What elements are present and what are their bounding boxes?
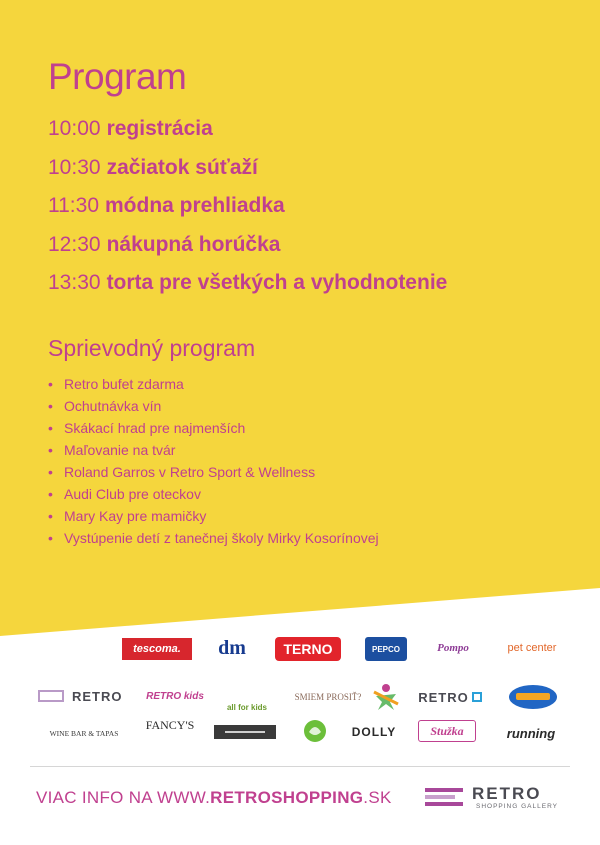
- pompo-logo: Pompo: [437, 642, 469, 654]
- allforkids-logo: all for kids: [226, 703, 267, 712]
- kids-academy-icon: [508, 684, 558, 710]
- footer-info-suffix: .SK: [363, 788, 392, 807]
- bullet: •: [48, 442, 53, 458]
- retro-sport-icon: [38, 690, 64, 702]
- retro-small-logo: [418, 687, 482, 707]
- retro-kids-logo: RETRO kids: [146, 690, 204, 702]
- list-item: [48, 440, 379, 462]
- fancys-logo: FANCY'S: [145, 718, 195, 732]
- list-item-text: Mary Kay pre mamičky: [64, 508, 207, 524]
- list-item: [48, 506, 379, 528]
- schedule-event: registrácia: [106, 117, 213, 140]
- boutique-logo: [214, 725, 276, 739]
- list-item-text: Audi Club pre oteckov: [64, 486, 201, 502]
- list-item: [48, 462, 379, 484]
- list-item: [48, 484, 379, 506]
- list-item-text: Ochutnávka vín: [64, 398, 162, 414]
- schedule-item: [48, 191, 447, 230]
- schedule-time: 10:00: [48, 117, 101, 140]
- green-leaf-logo: [300, 718, 330, 748]
- footer-divider: [30, 766, 570, 767]
- list-item-text: Retro bufet zdarma: [64, 376, 184, 392]
- schedule-list: [48, 114, 447, 307]
- schedule-time: 12:30: [48, 232, 101, 256]
- retro-brand-subtitle: SHOPPING GALLERY: [476, 803, 558, 810]
- schedule-time: 11:30: [48, 194, 99, 217]
- retro-sport-text: RETRO: [72, 688, 123, 704]
- page-title: Program: [48, 56, 187, 97]
- schedule-event: začiatok súťaží: [106, 155, 258, 179]
- footer-info-prefix: VIAC INFO NA WWW.: [36, 788, 211, 807]
- section-subtitle: Sprievodný program: [48, 335, 256, 361]
- dm-logo: dm: [218, 636, 246, 659]
- bullet: •: [48, 508, 53, 524]
- retro-brand-name: RETRO: [472, 784, 542, 803]
- schedule-event: torta pre všetkých a vyhodnotenie: [106, 271, 448, 294]
- list-item-text: Roland Garros v Retro Sport & Wellness: [64, 464, 316, 480]
- petcenter-logo: pet center: [507, 642, 557, 654]
- bullet: •: [48, 376, 53, 392]
- tescoma-logo: tescoma.: [122, 638, 192, 660]
- bullet: •: [48, 530, 53, 546]
- schedule-event: módna prehliadka: [105, 194, 285, 217]
- schedule-time: 10:30: [48, 155, 101, 179]
- retro-small-text: RETRO: [418, 689, 469, 705]
- list-item: [48, 396, 379, 418]
- footer-info-link[interactable]: RETROSHOPPING: [210, 788, 364, 807]
- footer-info: [36, 788, 392, 808]
- schedule-item: [48, 268, 447, 307]
- winebar-logo: WINE BAR & TAPAS: [49, 728, 119, 738]
- bullet: •: [48, 464, 53, 480]
- list-item-text: Skákací hrad pre najmenších: [64, 420, 246, 436]
- retro-brand-icon: [425, 786, 465, 808]
- stuzka-logo: Stužka: [418, 720, 476, 742]
- running-logo: running: [506, 725, 556, 741]
- list-item: [48, 528, 379, 550]
- pepco-logo: PEPCO: [365, 637, 407, 661]
- list-item: [48, 418, 379, 440]
- bullet: •: [48, 486, 53, 502]
- figures-logo: [372, 682, 400, 712]
- smiem-prosit-logo: SMIEM PROSIŤ?: [294, 692, 362, 702]
- dolly-logo: DOLLY: [351, 725, 397, 739]
- schedule-event: nákupná horúčka: [106, 232, 281, 256]
- schedule-item: [48, 230, 447, 269]
- retro-sport-logo: [38, 686, 130, 706]
- bullet: •: [48, 420, 53, 436]
- retro-small-icon: [472, 692, 482, 702]
- leaf-icon: [300, 718, 330, 748]
- schedule-item: [48, 114, 447, 153]
- list-item: [48, 374, 379, 396]
- terno-logo: TERNO: [275, 637, 341, 661]
- bullet: •: [48, 398, 53, 414]
- side-program-list: [48, 374, 379, 550]
- list-item-text: Maľovanie na tvár: [64, 442, 176, 458]
- list-item-text: Vystúpenie detí z tanečnej školy Mirky Kosorínovej: [64, 530, 379, 546]
- boutique-bar: [225, 731, 265, 733]
- schedule-time: 13:30: [48, 271, 101, 294]
- kids-academy-logo: [508, 684, 558, 710]
- schedule-item: [48, 153, 447, 192]
- people-icon: [372, 682, 400, 712]
